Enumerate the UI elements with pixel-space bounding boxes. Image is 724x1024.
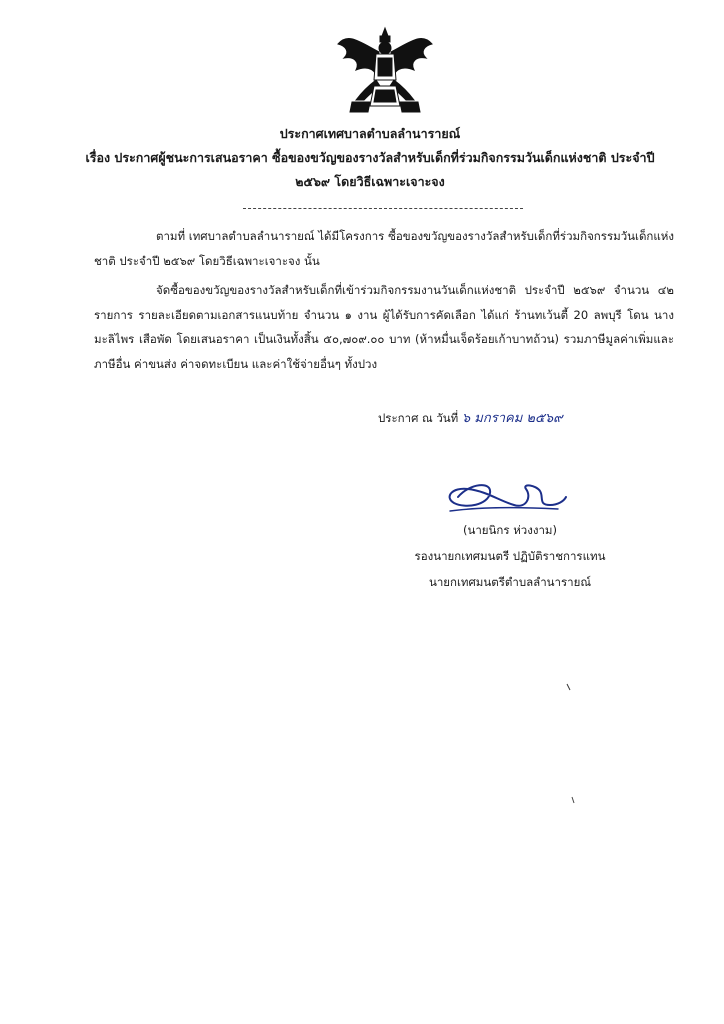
scan-speck <box>566 683 572 691</box>
announcement-label: ประกาศ ณ วันที่ <box>378 411 459 425</box>
signer-position-2: นายกเทศมนตรีตำบลลำนารายณ์ <box>428 575 592 589</box>
handwritten-signature <box>440 475 570 517</box>
body-paragraph-2: จัดซื้อของขวัญของรางวัลสำหรับเด็กที่เข้าร่วมกิจกรรมงานวันเด็กแห่งชาติ ประจำปี ๒๕๖๙ จำนวน ๔๒ รายการ รายละเอียดตามเอกสารแนบท้าย จำนวน ๑ งาน ผู้ได้รับการคัดเลือก ได้แก่ ร้านทเว้นตี้ 20 ลพบุรี โดน นางมะลิไพร เสือพัด โดยเสนอราคา เป็นเงินทั้งสิ้น ๕๐,๗๐๙.๐๐ บาท (ห้าหมื่นเจ็ดร้อยเก้าบาทถ้วน) รวมภาษีมูลค่าเพิ่มและภาษีอื่น ค่าขนส่ง ค่าจดทะเบียน และค่าใช้จ่ายอื่นๆ ทั้งปวง <box>94 283 674 371</box>
document-title: ประกาศเทศบาลตำบลลำนารายณ์ <box>279 126 461 141</box>
garuda-emblem-icon <box>330 22 440 118</box>
scan-speck <box>570 796 576 804</box>
document-subject-continued: ๒๕๖๙ โดยวิธีเฉพาะเจาะจง <box>295 174 445 189</box>
signer-name: (นายนิกร ห่วงงาม) <box>463 523 557 537</box>
document-subject: เรื่อง ประกาศผู้ชนะการเสนอราคา ซื้อของขวัญของรางวัลสำหรับเด็กที่ร่วมกิจกรรมวันเด็กแห่งชาติ ประจำปี <box>85 150 655 165</box>
announcement-date <box>378 408 563 429</box>
signer-position-1: รองนายกเทศมนตรี ปฏิบัติราชการแทน <box>414 549 606 563</box>
body-paragraph-1: ตามที่ เทศบาลตำบลลำนารายณ์ ได้มีโครงการ ซื้อของขวัญของรางวัลสำหรับเด็กที่ร่วมกิจกรรมวันเด็กแห่งชาติ ประจำปี ๒๕๖๙ โดยวิธีเฉพาะเจาะจง นั้น <box>94 229 674 268</box>
handwritten-date: ๖ มกราคม ๒๕๖๙ <box>461 411 563 426</box>
dashed-divider <box>243 208 523 209</box>
